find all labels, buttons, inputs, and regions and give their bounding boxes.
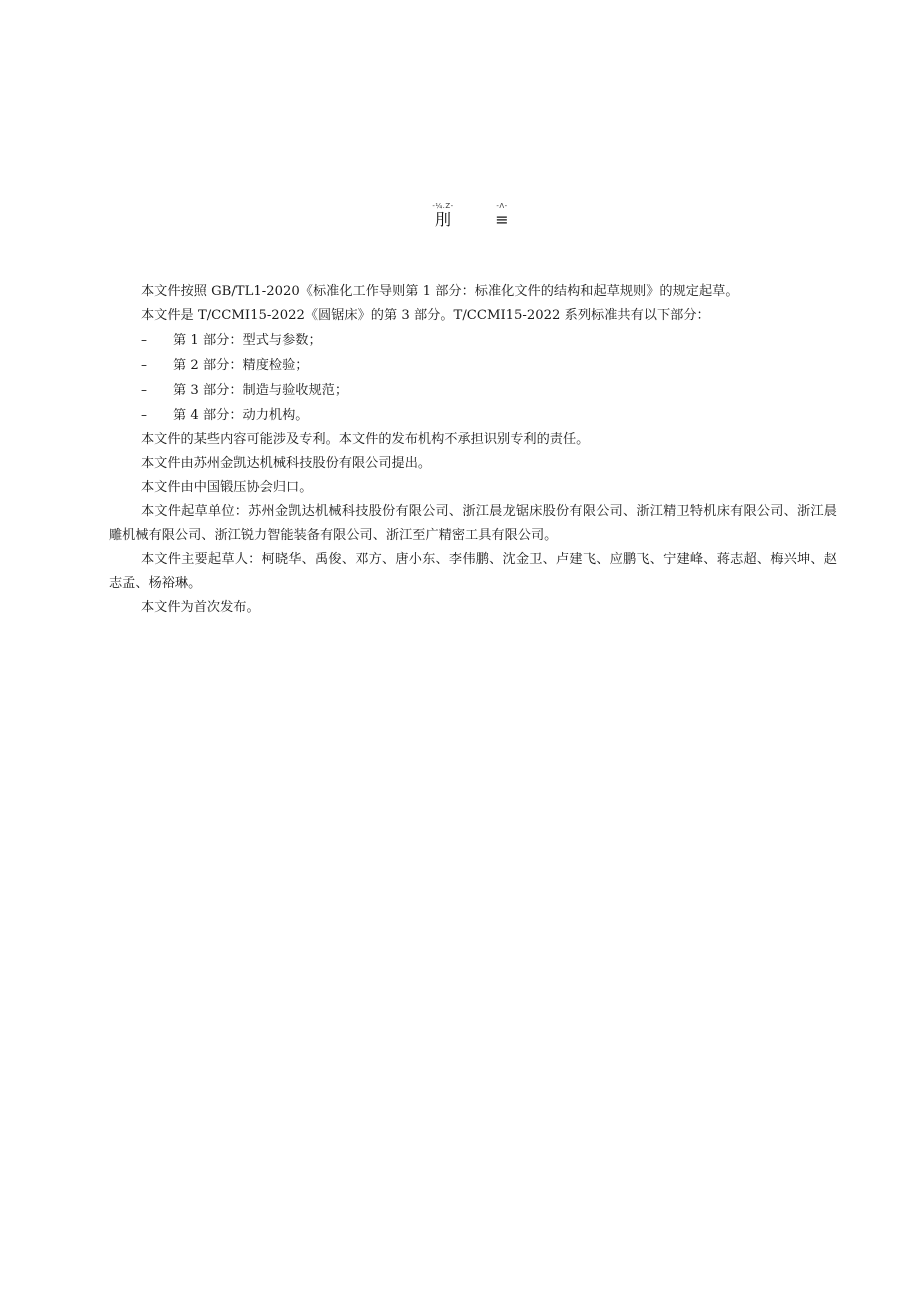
paragraph-drafting-units: 本文件起草单位：苏州金凯达机械科技股份有限公司、浙江晨龙锯床股份有限公司、浙江精卫特机床有限公司、浙江晨雕机械有限公司、浙江锐力智能装备有限公司、浙江至广精密工具有限公司。 (109, 504, 837, 543)
list-item (109, 378, 837, 403)
paragraph-proposer: 本文件由苏州金凯达机械科技股份有限公司提出。 (141, 456, 432, 471)
foreword-body (109, 280, 837, 620)
list-item-text: 第 4 部分：动力机构。 (173, 408, 309, 423)
list-dash-marker: – (141, 358, 147, 372)
list-dash-marker: – (141, 383, 147, 397)
heading-char-1-superscript: -¼.Z- (432, 202, 454, 210)
list-item (109, 328, 837, 353)
list-item (109, 403, 837, 428)
heading-char-2-superscript: -Λ- (496, 202, 508, 210)
heading-char-2 (488, 202, 516, 230)
list-dash-marker: – (141, 408, 147, 422)
heading-char-1 (428, 202, 458, 230)
foreword-heading (0, 202, 920, 242)
paragraph-first-release: 本文件为首次发布。 (141, 600, 260, 615)
list-dash-marker: – (141, 333, 147, 347)
list-item-text: 第 1 部分：型式与参数； (173, 333, 322, 348)
paragraph-drafting-rules: 本文件按照 GB/TL1-2020《标准化工作导则第 1 部分：标准化文件的结构和起草规则》的规定起草。 (141, 284, 739, 299)
list-item-text: 第 3 部分：制造与验收规范； (173, 383, 349, 398)
heading-char-1-glyph: 刖 (434, 210, 451, 229)
list-item-text: 第 2 部分：精度检验； (173, 358, 309, 373)
list-item (109, 353, 837, 378)
paragraph-responsible-org: 本文件由中国锻压协会归口。 (141, 480, 313, 495)
heading-char-2-glyph: ≡ (495, 210, 509, 229)
paragraph-series-parts: 本文件是 T/CCMI15-2022《圆锯床》的第 3 部分。T/CCMI15-2022 系列标准共有以下部分： (141, 308, 710, 323)
paragraph-patent-notice: 本文件的某些内容可能涉及专利。本文件的发布机构不承担识别专利的责任。 (141, 432, 590, 447)
paragraph-drafters: 本文件主要起草人：柯晓华、禹俊、邓方、唐小东、李伟鹏、沈金卫、卢建飞、应鹏飞、宁建峰、蒋志超、梅兴坤、赵志孟、杨裕琳。 (109, 552, 837, 591)
